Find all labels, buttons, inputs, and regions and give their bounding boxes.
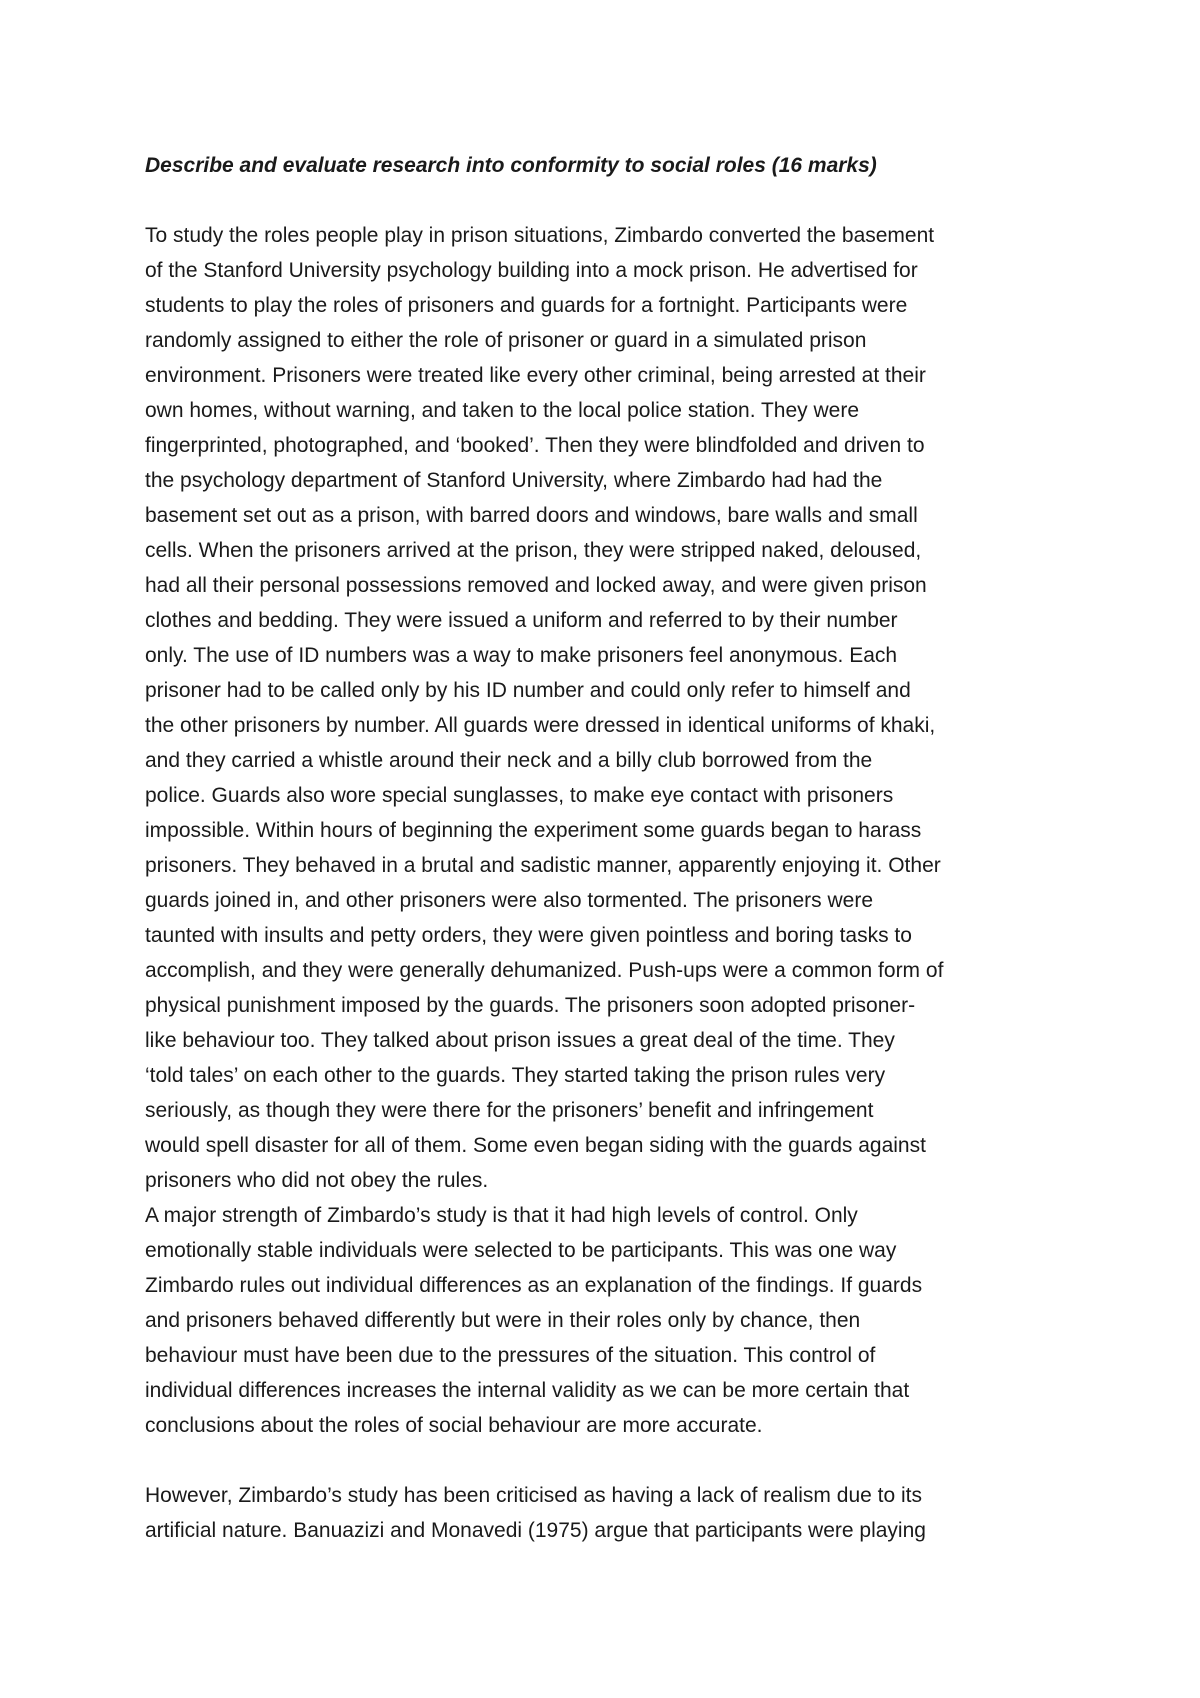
text-line: ‘told tales’ on each other to the guards. They started taking the prison rules very <box>145 1064 886 1087</box>
text-line: guards joined in, and other prisoners were also tormented. The prisoners were <box>145 889 874 912</box>
text-line: prisoners. They behaved in a brutal and sadistic manner, apparently enjoying it. Other <box>145 854 941 877</box>
text-line: would spell disaster for all of them. Some even began siding with the guards against <box>145 1134 926 1157</box>
text-line: conclusions about the roles of social behaviour are more accurate. <box>145 1414 763 1437</box>
paragraph-strength <box>145 1198 1075 1443</box>
text-line: prisoner had to be called only by his ID number and could only refer to himself and <box>145 679 911 702</box>
text-line: Zimbardo rules out individual differences as an explanation of the findings. If guards <box>145 1274 923 1297</box>
text-line: clothes and bedding. They were issued a uniform and referred to by their number <box>145 609 898 632</box>
text-line: artificial nature. Banuazizi and Monavedi (1975) argue that participants were playing <box>145 1519 926 1542</box>
text-line: and they carried a whistle around their neck and a billy club borrowed from the <box>145 749 873 772</box>
text-line: behaviour must have been due to the pressures of the situation. This control of <box>145 1344 876 1367</box>
text-line: taunted with insults and petty orders, they were given pointless and boring tasks to <box>145 924 912 947</box>
text-line: and prisoners behaved differently but were in their roles only by chance, then <box>145 1309 861 1332</box>
text-line: own homes, without warning, and taken to the local police station. They were <box>145 399 860 422</box>
text-line: students to play the roles of prisoners and guards for a fortnight. Participants were <box>145 294 908 317</box>
text-line: fingerprinted, photographed, and ‘booked’. Then they were blindfolded and driven to <box>145 434 925 457</box>
text-line: However, Zimbardo’s study has been criticised as having a lack of realism due to its <box>145 1484 922 1507</box>
text-line: prisoners who did not obey the rules. <box>145 1169 489 1192</box>
text-line: A major strength of Zimbardo’s study is that it had high levels of control. Only <box>145 1204 858 1227</box>
text-line: accomplish, and they were generally dehumanized. Push-ups were a common form of <box>145 959 944 982</box>
text-line: individual differences increases the internal validity as we can be more certain that <box>145 1379 910 1402</box>
text-line: basement set out as a prison, with barred doors and windows, bare walls and small <box>145 504 918 527</box>
text-line: physical punishment imposed by the guards. The prisoners soon adopted prisoner- <box>145 994 916 1017</box>
blank-line <box>145 183 1075 218</box>
blank-line <box>145 1443 1075 1478</box>
text-line: impossible. Within hours of beginning the experiment some guards began to harass <box>145 819 922 842</box>
text-line: had all their personal possessions removed and locked away, and were given prison <box>145 574 927 597</box>
text-line: of the Stanford University psychology building into a mock prison. He advertised for <box>145 259 918 282</box>
text-line: cells. When the prisoners arrived at the prison, they were stripped naked, deloused, <box>145 539 922 562</box>
document-title: Describe and evaluate research into conformity to social roles (16 marks) <box>145 154 877 177</box>
text-line: emotionally stable individuals were selected to be participants. This was one way <box>145 1239 897 1262</box>
paragraph-description <box>145 218 1075 1198</box>
text-line: randomly assigned to either the role of prisoner or guard in a simulated prison <box>145 329 867 352</box>
document-body <box>145 148 1075 1548</box>
paragraph-criticism <box>145 1478 1075 1548</box>
text-line: To study the roles people play in prison situations, Zimbardo converted the basement <box>145 224 935 247</box>
text-line: seriously, as though they were there for the prisoners’ benefit and infringement <box>145 1099 874 1122</box>
text-line: police. Guards also wore special sunglasses, to make eye contact with prisoners <box>145 784 894 807</box>
text-line: the other prisoners by number. All guards were dressed in identical uniforms of khaki, <box>145 714 936 737</box>
text-line: only. The use of ID numbers was a way to make prisoners feel anonymous. Each <box>145 644 898 667</box>
text-line: the psychology department of Stanford University, where Zimbardo had had the <box>145 469 883 492</box>
text-line: environment. Prisoners were treated like every other criminal, being arrested at their <box>145 364 926 387</box>
text-line: like behaviour too. They talked about prison issues a great deal of the time. They <box>145 1029 895 1052</box>
